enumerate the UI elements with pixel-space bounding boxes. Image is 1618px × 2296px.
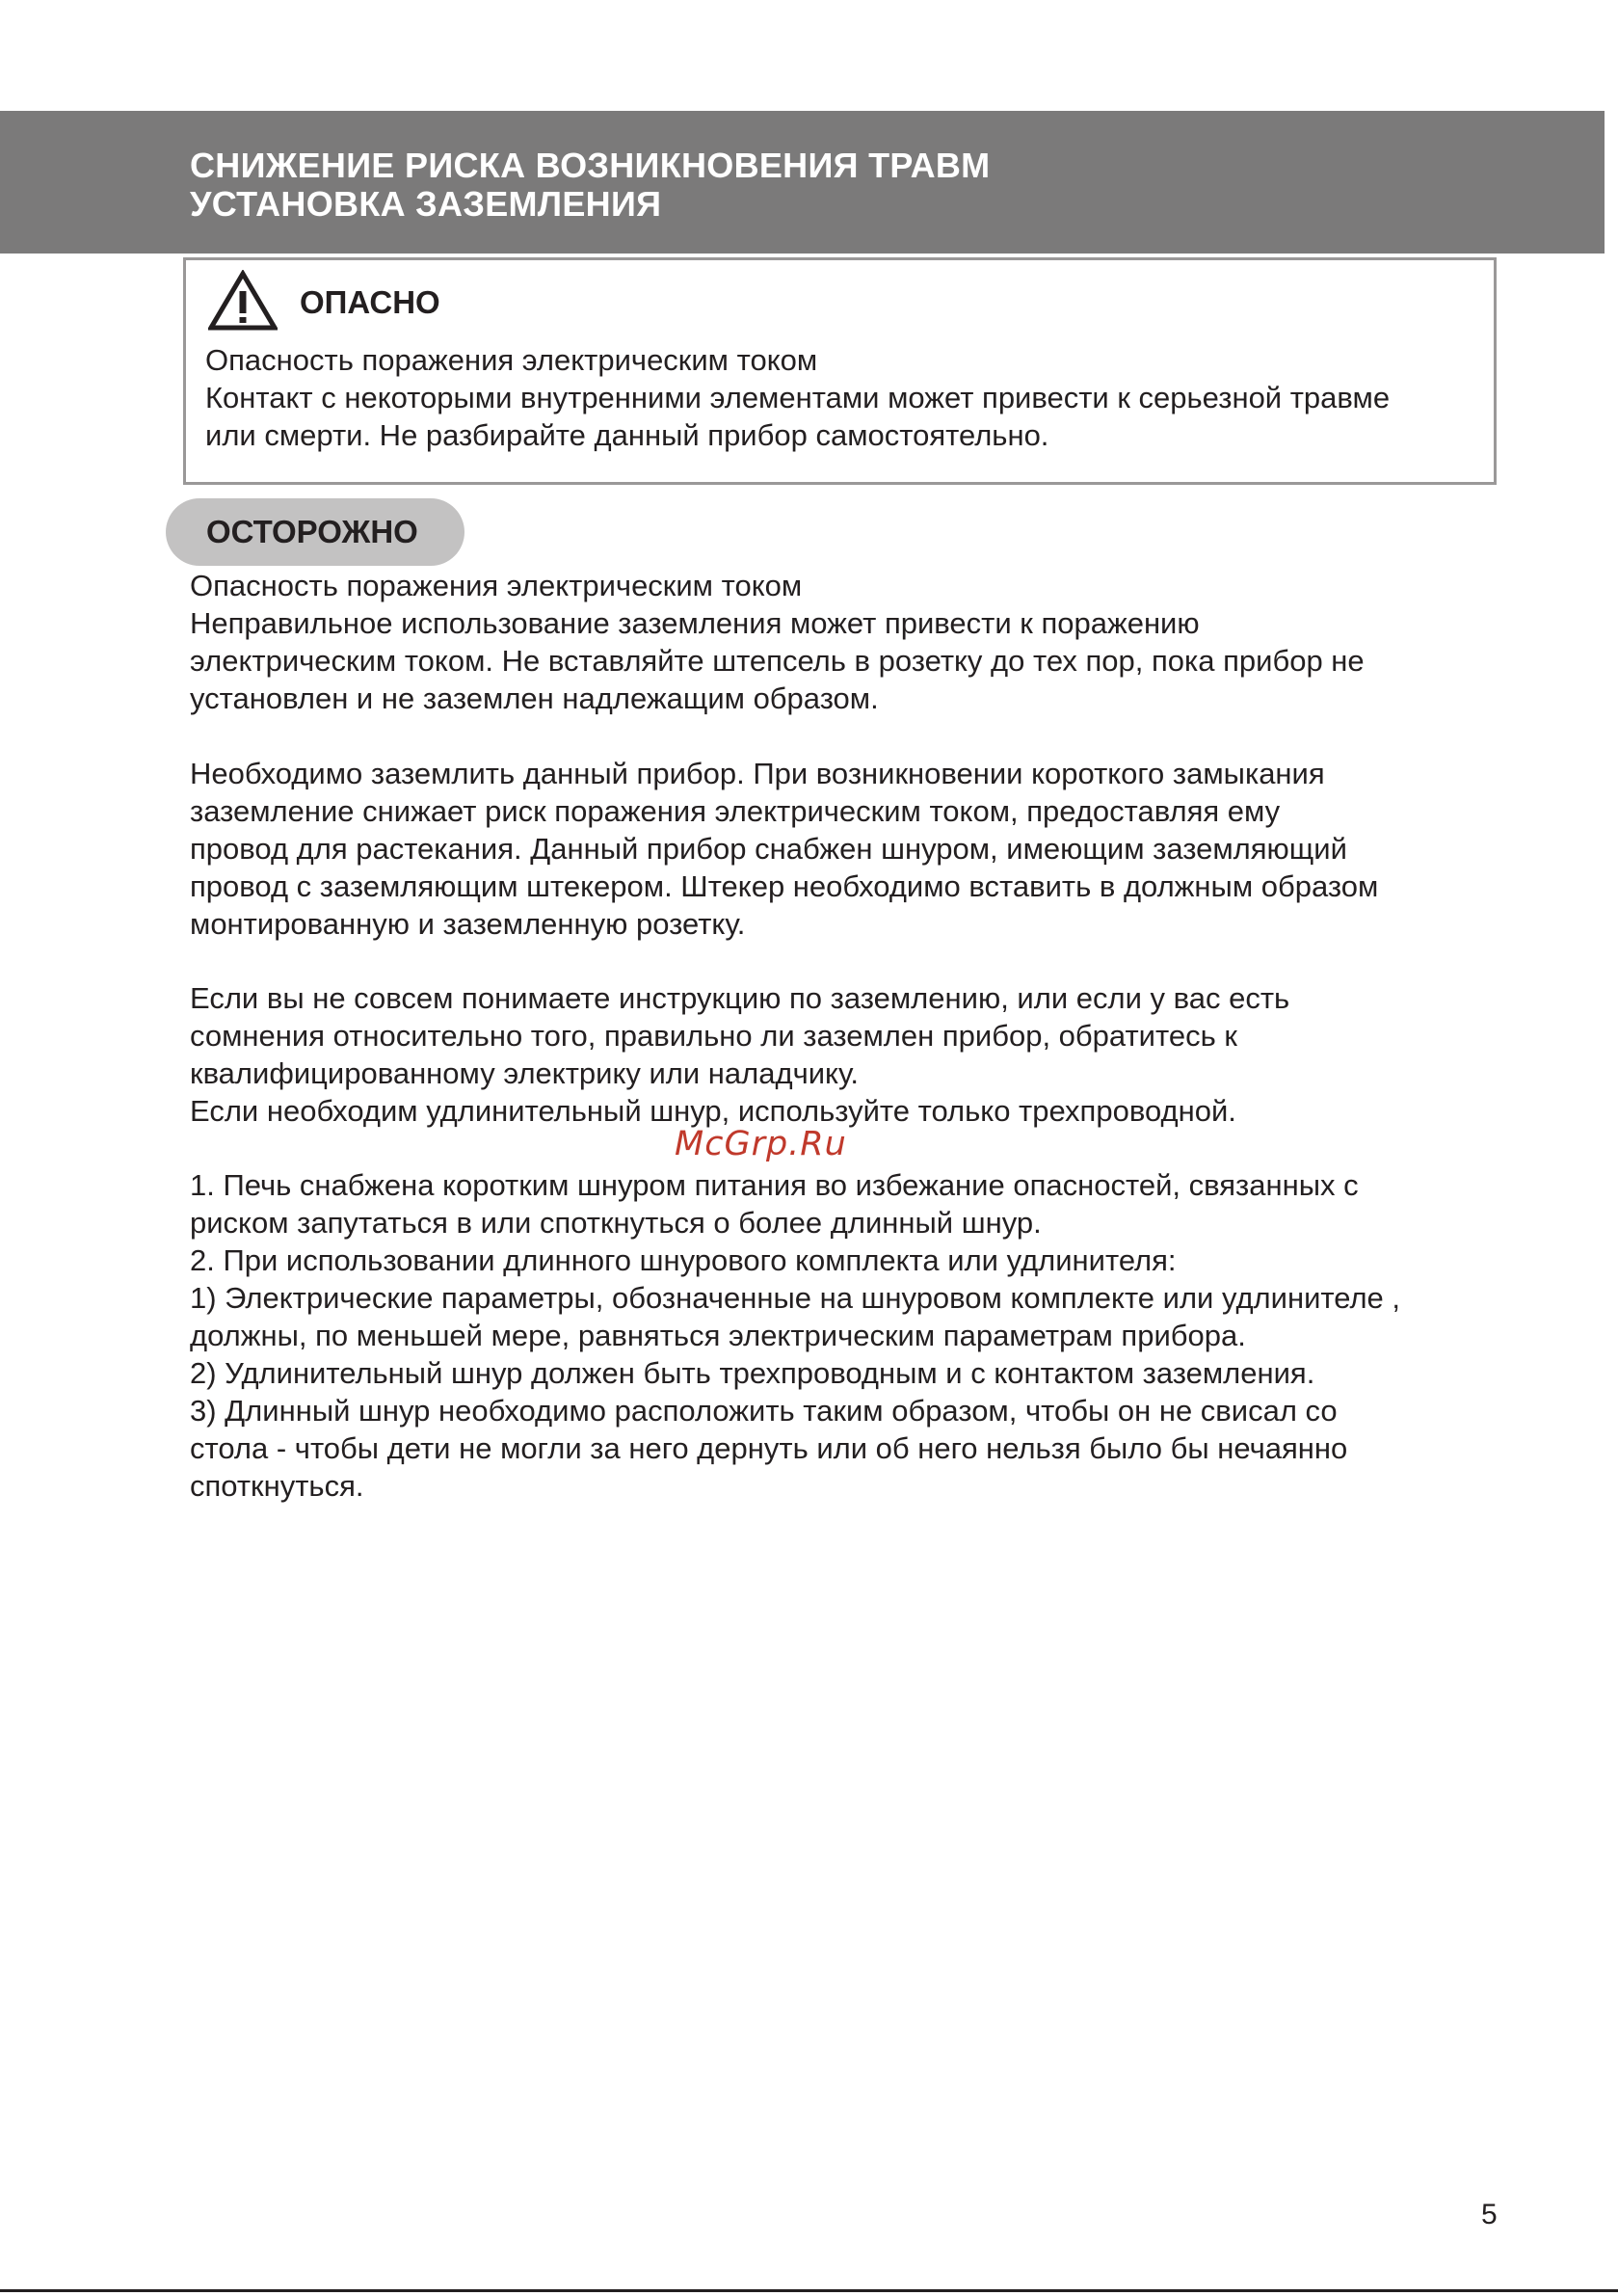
text-line: монтированную и заземленную розетку. (190, 907, 746, 941)
danger-text (205, 341, 1390, 454)
text-line: 2) Удлинительный шнур должен быть трехпроводным и с контактом заземления. (190, 1356, 1315, 1390)
text-line: риском запутаться в или споткнуться о более длинный шнур. (190, 1206, 1042, 1240)
text-line: Если вы не совсем понимаете инструкцию по заземлению, или если у вас есть (190, 981, 1290, 1015)
text-line: 1) Электрические параметры, обозначенные на шнуровом комплекте или удлинителе , (190, 1281, 1400, 1315)
text-line: электрическим током. Не вставляйте штепсель в розетку до тех пор, пока прибор не (190, 644, 1365, 678)
danger-notice-box (183, 257, 1497, 485)
text-line: 2. При использовании длинного шнурового комплекта или удлинителя: (190, 1243, 1177, 1277)
text-line: Неправильное использование заземления может привести к поражению (190, 606, 1200, 640)
title-line-2: УСТАНОВКА ЗАЗЕМЛЕНИЯ (190, 184, 662, 224)
page-number: 5 (1481, 2199, 1498, 2230)
bottom-divider (0, 2289, 1618, 2292)
text-line: Если необходим удлинительный шнур, используйте только трехпроводной. (190, 1094, 1236, 1128)
text-line: провод для растекания. Данный прибор снабжен шнуром, имеющим заземляющий (190, 832, 1347, 866)
text-line: провод с заземляющим штекером. Штекер необходимо вставить в должным образом (190, 869, 1379, 903)
text-line: 3) Длинный шнур необходимо расположить таким образом, чтобы он не свисал со (190, 1394, 1338, 1428)
danger-line: или смерти. Не разбирайте данный прибор самостоятельно. (205, 418, 1049, 452)
warning-triangle-icon (208, 270, 278, 332)
caution-label: ОСТОРОЖНО (206, 514, 418, 549)
watermark: McGrp.Ru (675, 1125, 847, 1163)
danger-line: Контакт с некоторыми внутренними элементами может привести к серьезной травме (205, 381, 1391, 414)
text-line: установлен и не заземлен надлежащим образом. (190, 681, 879, 715)
danger-line: Опасность поражения электрическим током (205, 343, 818, 377)
text-line: споткнуться. (190, 1469, 364, 1503)
text-line: 1. Печь снабжена коротким шнуром питания во избежание опасностей, связанных с (190, 1168, 1359, 1202)
caution-paragraph-2 (190, 755, 1539, 943)
text-line: Опасность поражения электрическим током (190, 569, 803, 602)
danger-title: ОПАСНО (300, 284, 440, 320)
text-line: сомнения относительно того, правильно ли заземлен прибор, обратитесь к (190, 1019, 1237, 1053)
text-line: Необходимо заземлить данный прибор. При возникновении короткого замыкания (190, 757, 1325, 790)
caution-paragraph-4 (190, 1166, 1539, 1505)
page-title (190, 147, 990, 224)
caution-paragraph-3 (190, 979, 1539, 1130)
text-line: квалифицированному электрику или наладчику. (190, 1056, 859, 1090)
text-line: должны, по меньшей мере, равняться электрическим параметрам прибора. (190, 1319, 1246, 1352)
caution-badge (166, 498, 464, 566)
caution-paragraph-1 (190, 567, 1539, 717)
title-line-1: СНИЖЕНИЕ РИСКА ВОЗНИКНОВЕНИЯ ТРАВМ (190, 146, 991, 185)
text-line: заземление снижает риск поражения электрическим током, предоставляя ему (190, 794, 1281, 828)
text-line: стола - чтобы дети не могли за него дернуть или об него нельзя было бы нечаянно (190, 1431, 1348, 1465)
